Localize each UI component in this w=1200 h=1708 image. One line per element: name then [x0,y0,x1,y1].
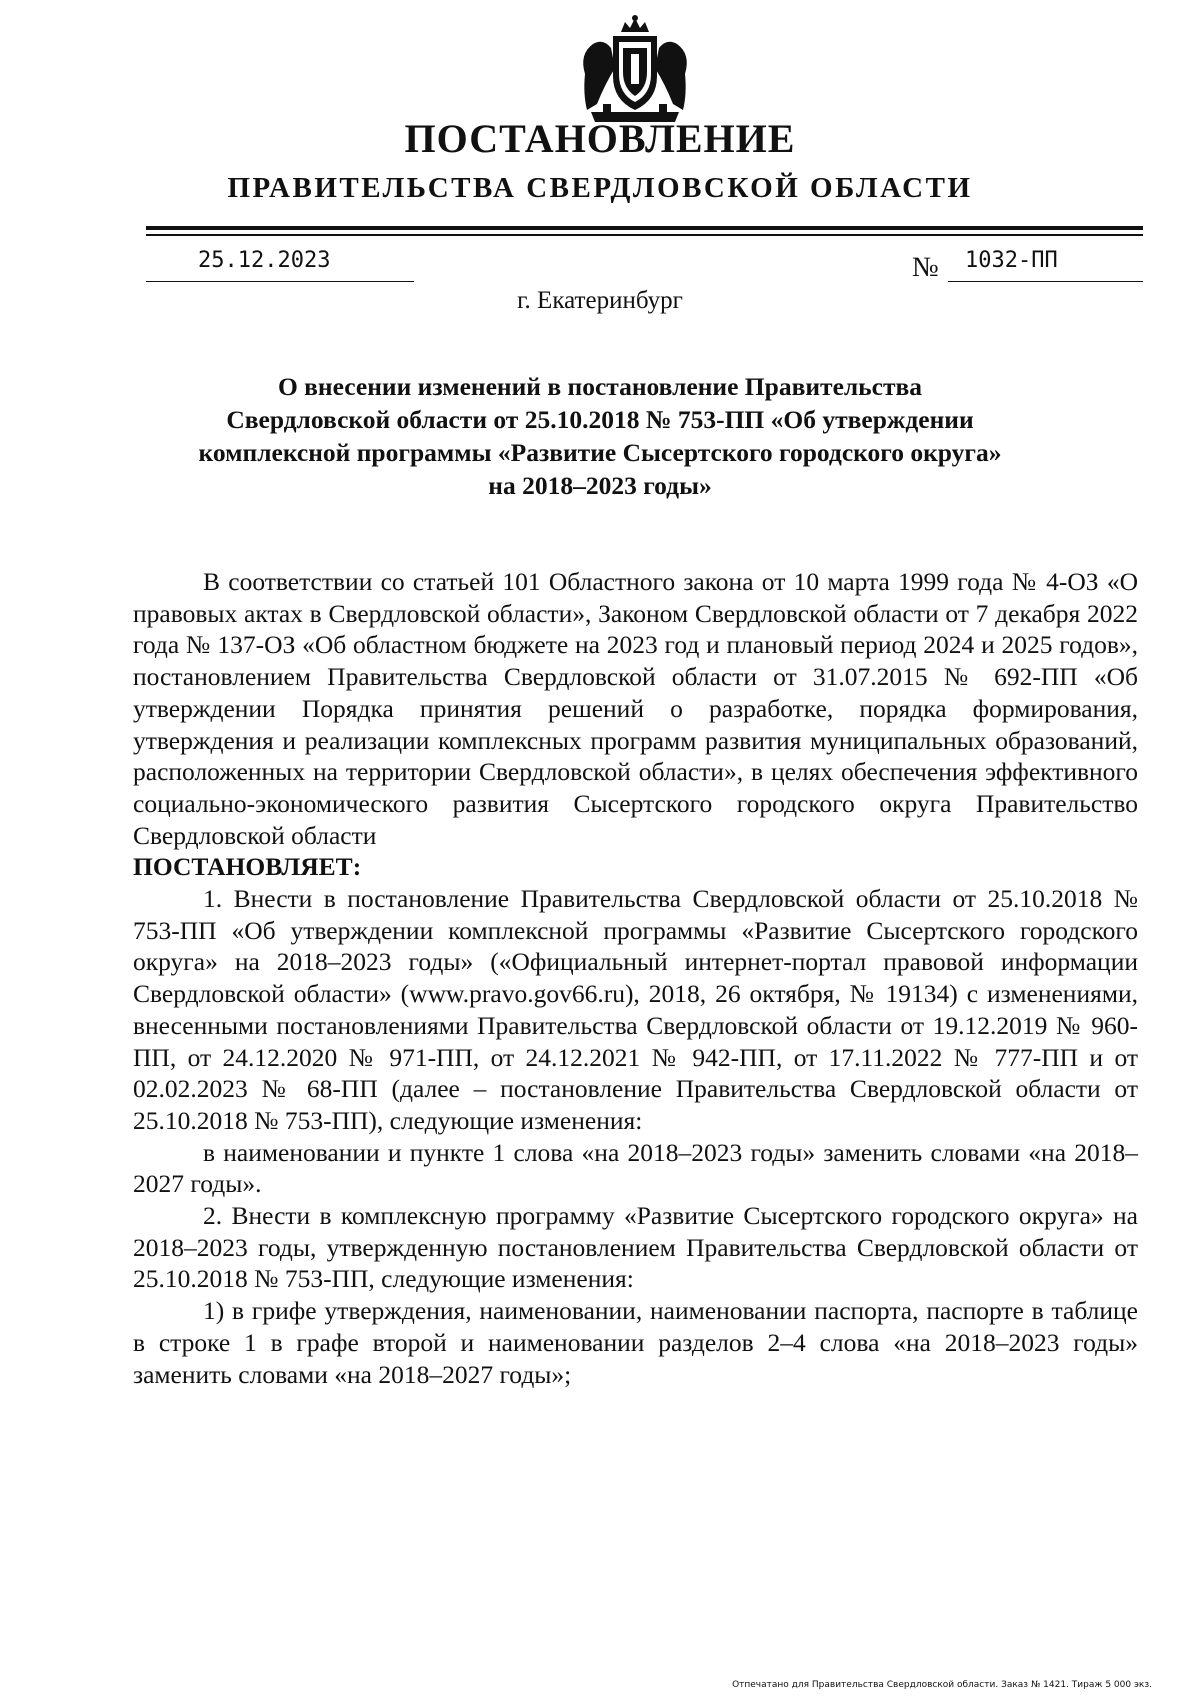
clause-2-paragraph: 2. Внести в комплексную программу «Развитие Сысертского городского округа» на 2018–2023 годы, утвержденную постановлением Правительства Свердловской области от 25.10.2018 № 753-ПП, следующие изменения: [133,1201,1138,1294]
document-date: 25.12.2023 [198,248,331,273]
document-number: 1032-ПП [965,248,1058,273]
document-heading [150,370,1050,502]
number-underline [948,281,1143,282]
clause-2-subitem-1: 1) в грифе утверждения, наименовании, наименовании паспорта, паспорте в таблице в строке 1 в графе второй и наименовании разделов 2–4 слова «на 2018–2023 годы» заменить словами «на 2018–2027 годы»; [133,1296,1138,1389]
print-imprint: Отпечатано для Правительства Свердловской области. Заказ № 1421. Тираж 5 000 экз. [732,1680,1152,1690]
heading-line: О внесении изменений в постановление Правительства [277,372,923,401]
document-subtitle: ПРАВИТЕЛЬСТВА СВЕРДЛОВСКОЙ ОБЛАСТИ [227,172,973,204]
heading-line: Свердловской области от 25.10.2018 № 753-ПП «Об утверждении [226,405,974,434]
document-title: ПОСТАНОВЛЕНИЕ [404,116,796,161]
heading-line: комплексной программы «Развитие Сысертского городского округа» [198,438,1002,467]
number-sign: № [912,252,939,283]
heading-line: на 2018–2023 годы» [488,471,712,500]
date-underline [146,281,414,282]
clause-1-change: в наименовании и пункте 1 слова «на 2018–2023 годы» заменить словами «на 2018–2027 годы». [133,1137,1138,1199]
preamble-paragraph: В соответствии со статьей 101 Областного закона от 10 марта 1999 года № 4-ОЗ «О правовых актах в Свердловской области», Законом Свердловской области от 7 декабря 2022 года № 137-ОЗ «Об областном бюджете на 2023 год и плановый период 2024 и 2025 годов», постановлением Правительства Свердловской области от 31.07.2015 № 692-ПП «Об утверждении Порядка принятия решений о разработке, порядка формирования, утверждения и реализации комплексных программ развития муниципальных образований, расположенных на территории Свердловской области», в целях обеспечения эффективного социально-экономического развития Сысертского городского округа Правительство Свердловской области [133,567,1138,850]
header-rule-thick [146,226,1143,230]
clause-1-paragraph: 1. Внести в постановление Правительства Свердловской области от 25.10.2018 № 753-ПП «Об утверждении комплексной программы «Развитие Сысертского городского округа» на 2018–2023 годы» («Официальный интернет-портал правовой информации Свердловской области» (www.pravo.gov66.ru), 2018, 26 октября, № 19134) с изменениями, внесенными постановлениями Правительства Свердловской области от 19.12.2019 № 960-ПП, от 24.12.2020 № 971-ПП, от 24.12.2021 № 942-ПП, от 17.11.2022 № 777-ПП и от 02.02.2023 № 68-ПП (далее – постановление Правительства Свердловской области от 25.10.2018 № 753-ПП), следующие изменения: [133,884,1138,1135]
header-rule-thin [146,234,1143,236]
resolves-label: ПОСТАНОВЛЯЕТ: [133,852,362,882]
document-body [133,566,1138,1390]
coat-of-arms-icon [575,14,695,126]
document-city: г. Екатеринбург [517,287,683,314]
